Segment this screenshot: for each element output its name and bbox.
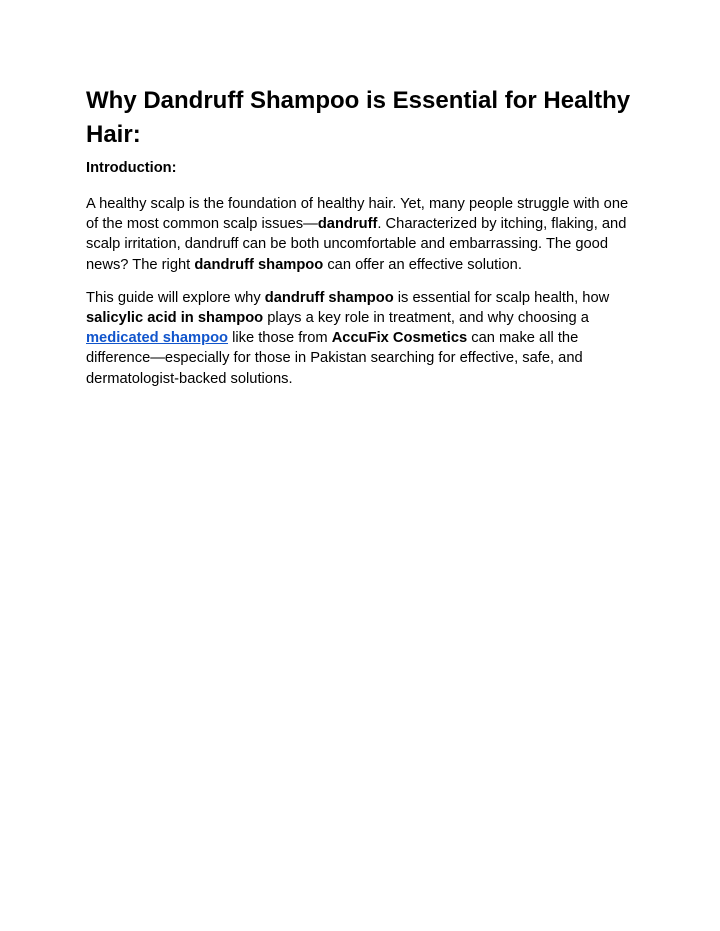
p2-bold-salicylic-acid: salicylic acid in shampoo <box>86 310 264 327</box>
paragraph-guide <box>86 288 634 389</box>
p2-bold-accufix: AccuFix Cosmetics <box>331 330 468 347</box>
p2-text-2: is essential for scalp health, how <box>393 289 610 306</box>
p1-bold-dandruff-shampoo: dandruff shampoo <box>194 256 324 273</box>
medicated-shampoo-link[interactable]: medicated shampoo <box>86 330 229 347</box>
p2-bold-dandruff-shampoo: dandruff shampoo <box>264 289 394 306</box>
document-title: Why Dandruff Shampoo is Essential for Healthy Hair: <box>86 87 631 148</box>
p1-text-1: A healthy scalp is the foundation of healthy hair. Yet, many people struggle with one of the most common scalp issues— <box>86 196 629 233</box>
p1-text-3: can offer an effective solution. <box>323 256 522 273</box>
p2-text-4: like those from <box>228 330 332 347</box>
paragraph-intro <box>86 194 634 275</box>
p2-text-5: can make all the difference—especially for those in Pakistan searching for effective, safe, and dermatologist-backed solutions. <box>86 330 583 387</box>
p2-text-1: This guide will explore why <box>86 289 265 306</box>
introduction-heading: Introduction: <box>86 160 177 176</box>
p2-text-3: plays a key role in treatment, and why choosing a <box>263 310 589 327</box>
p1-text-2: . Characterized by itching, flaking, and scalp irritation, dandruff can be both uncomfortable and embarrassing. The good news? The right <box>86 216 627 273</box>
p1-bold-dandruff: dandruff <box>317 216 378 233</box>
